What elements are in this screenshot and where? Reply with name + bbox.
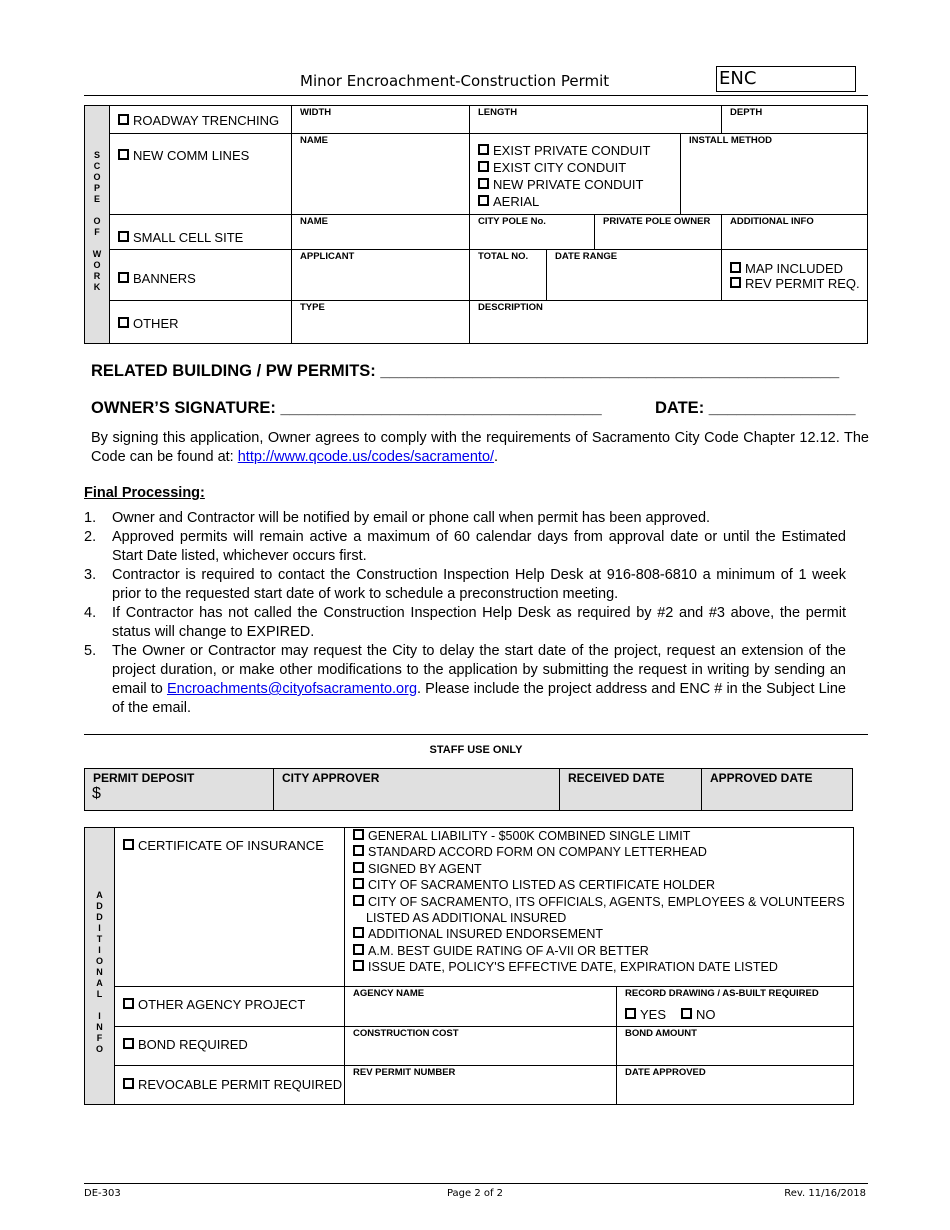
side-label-letter: O [93, 260, 101, 270]
date-range-field[interactable]: DATE RANGE [546, 249, 722, 301]
owner-signature-line[interactable]: OWNER’S SIGNATURE: ___________________________________ [91, 399, 602, 417]
revocable-permit-option[interactable]: REVOCABLE PERMIT REQUIRED [123, 1077, 342, 1092]
checkbox-icon[interactable] [118, 272, 129, 283]
conduit-options [469, 133, 681, 215]
city-pole-no-field[interactable]: CITY POLE No. [469, 214, 595, 250]
endorsement-option[interactable]: ADDITIONAL INSURED ENDORSEMENT [353, 926, 845, 942]
banners-cell[interactable] [109, 249, 292, 301]
map-included-option[interactable]: MAP INCLUDED [730, 261, 860, 276]
comm-name-field[interactable]: NAME [291, 133, 470, 215]
page-title: Minor Encroachment-Construction Permit [300, 72, 610, 90]
form-number: DE-303 [84, 1188, 121, 1199]
width-field[interactable]: WIDTH [291, 105, 470, 134]
revision-date: Rev. 11/16/2018 [784, 1188, 866, 1199]
rev-permit-number-field[interactable]: REV PERMIT NUMBER [344, 1065, 617, 1105]
side-label-letter: I [98, 1011, 101, 1021]
sacramento-code-link[interactable]: http://www.qcode.us/codes/sacramento/ [237, 449, 495, 465]
checkbox-icon[interactable] [730, 277, 741, 288]
applicant-field[interactable]: APPLICANT [291, 249, 470, 301]
additional-info-label [84, 890, 115, 1055]
checkbox-icon[interactable] [123, 998, 134, 1009]
other-cell[interactable] [109, 300, 292, 344]
related-permits-line[interactable]: RELATED BUILDING / PW PERMITS: __________________________________________________ [91, 362, 840, 380]
checkbox-icon[interactable] [118, 114, 129, 125]
signature-date-line[interactable]: DATE: ________________ [655, 399, 856, 417]
checkbox-icon[interactable] [681, 1008, 692, 1019]
checkbox-icon[interactable] [353, 944, 364, 955]
depth-field[interactable]: DEPTH [721, 105, 868, 134]
checkbox-icon[interactable] [353, 895, 364, 906]
checkbox-icon[interactable] [730, 262, 741, 273]
side-label-letter: D [96, 901, 103, 911]
bond-required-option[interactable]: BOND REQUIRED [123, 1037, 248, 1052]
checkbox-icon[interactable] [353, 927, 364, 938]
permit-deposit-field[interactable]: PERMIT DEPOSIT $ [84, 768, 274, 811]
side-label-letter: W [92, 249, 102, 259]
type-field[interactable]: TYPE [291, 300, 470, 344]
side-label-letter [84, 1000, 115, 1011]
small-cell-site-cell[interactable] [109, 214, 292, 250]
side-label-letter: R [93, 271, 101, 281]
side-label-letter: A [96, 978, 103, 988]
side-label-letter: L [96, 989, 103, 999]
city-approver-field[interactable]: CITY APPROVER [273, 768, 560, 811]
list-item: 3. Contractor is required to contact the Construction Inspection Help Desk at 916-808-6810 a minimum of 1 week prior to the requested start date of work to schedule a preconstruction meeting. [84, 567, 846, 602]
private-pole-owner-field[interactable]: PRIVATE POLE OWNER [594, 214, 722, 250]
side-label-letter: C [93, 161, 101, 171]
list-item: 5. The Owner or Contractor may request the City to delay the start date of the project, request an extension of the project duration, or make other modifications to the application by submitting the request in writing by sending an email to Encroachments@cityofsacramento.org. Please include the project address and ENC # in the Subject Line of the email. [84, 643, 846, 716]
general-liability-option[interactable]: GENERAL LIABILITY - $500K COMBINED SINGLE LIMIT [353, 828, 845, 844]
checkbox-icon[interactable] [478, 178, 489, 189]
new-comm-lines-option[interactable]: NEW COMM LINES [118, 148, 249, 163]
list-item: 4. If Contractor has not called the Construction Inspection Help Desk as required by #2 and #3 above, the permit status will change to EXPIRED. [84, 605, 846, 640]
side-label-letter: O [95, 956, 103, 966]
exist-city-conduit-option[interactable]: EXIST CITY CONDUIT [478, 159, 650, 176]
agency-name-field[interactable]: AGENCY NAME [344, 986, 617, 1027]
side-label-letter: E [93, 194, 100, 204]
cell-name-field[interactable]: NAME [291, 214, 470, 250]
record-yes-option[interactable]: YES [625, 1007, 666, 1022]
side-label-letter: F [96, 1033, 103, 1043]
side-label-letter: O [93, 216, 101, 226]
checkbox-icon[interactable] [118, 231, 129, 242]
exist-private-conduit-option[interactable]: EXIST PRIVATE CONDUIT [478, 142, 650, 159]
list-item: 1. Owner and Contractor will be notified by email or phone call when permit has been approved. [84, 510, 711, 526]
checkbox-icon[interactable] [625, 1008, 636, 1019]
final-processing-list [84, 509, 846, 718]
aerial-option[interactable]: AERIAL [478, 193, 650, 210]
checkbox-icon[interactable] [118, 149, 129, 160]
list-item: 2. Approved permits will remain active a maximum of 60 calendar days from approval date or until the Estimated Start Date listed, whichever occurs first. [84, 529, 846, 564]
certificate-holder-option[interactable]: CITY OF SACRAMENTO LISTED AS CERTIFICATE HOLDER [353, 877, 845, 893]
encroachments-email-link[interactable]: Encroachments@cityofsacramento.org [166, 681, 418, 697]
accord-form-option[interactable]: STANDARD ACCORD FORM ON COMPANY LETTERHEAD [353, 844, 845, 860]
side-label-letter: A [96, 890, 103, 900]
side-label-letter: O [93, 172, 101, 182]
page-number: Page 2 of 2 [446, 1188, 504, 1199]
am-best-rating-option[interactable]: A.M. BEST GUIDE RATING OF A-VII OR BETTER [353, 943, 845, 959]
side-label-letter: K [93, 282, 101, 292]
total-no-field[interactable]: TOTAL NO. [469, 249, 547, 301]
side-label-letter: P [93, 183, 100, 193]
enc-number-field[interactable]: ENC [716, 66, 856, 92]
side-label-letter: O [95, 1044, 103, 1054]
agreement-paragraph: By signing this application, Owner agrees to comply with the requirements of Sacramento City Code Chapter 12.12. The Code can be found at: http://www.qcode.us/codes/sacramento/. [91, 430, 869, 465]
certificate-of-insurance-option[interactable]: CERTIFICATE OF INSURANCE [123, 838, 324, 853]
scope-of-work-label [84, 150, 110, 293]
checkbox-icon[interactable] [123, 1038, 134, 1049]
additional-insured-option[interactable]: CITY OF SACRAMENTO, ITS OFFICIALS, AGENTS, EMPLOYEES & VOLUNTEERS [353, 894, 845, 910]
banners-option[interactable]: BANNERS [118, 271, 196, 286]
checkbox-icon[interactable] [478, 161, 489, 172]
side-label-letter: F [94, 227, 100, 237]
roadway-trenching-cell[interactable] [109, 105, 292, 134]
checkbox-icon[interactable] [353, 878, 364, 889]
checkbox-icon[interactable] [353, 829, 364, 840]
other-agency-project-cell[interactable] [114, 986, 345, 1027]
revocable-permit-cell[interactable] [114, 1065, 345, 1105]
issue-date-option[interactable]: ISSUE DATE, POLICY'S EFFECTIVE DATE, EXPIRATION DATE LISTED [353, 959, 845, 975]
insurance-requirements [344, 827, 854, 987]
small-cell-site-option[interactable]: SMALL CELL SITE [118, 230, 243, 245]
length-field[interactable]: LENGTH [469, 105, 722, 134]
other-option[interactable]: OTHER [118, 316, 179, 331]
other-agency-project-option[interactable]: OTHER AGENCY PROJECT [123, 997, 305, 1012]
header-divider [84, 95, 868, 96]
signed-by-agent-option[interactable]: SIGNED BY AGENT [353, 861, 845, 877]
side-label-letter: I [98, 945, 101, 955]
new-private-conduit-option[interactable]: NEW PRIVATE CONDUIT [478, 176, 650, 193]
checkbox-icon[interactable] [353, 862, 364, 873]
record-no-option[interactable]: NO [681, 1007, 716, 1022]
checkbox-icon[interactable] [123, 839, 134, 850]
additional-insured-continuation: LISTED AS ADDITIONAL INSURED [366, 911, 567, 926]
bond-required-cell[interactable] [114, 1026, 345, 1066]
side-label-letter: S [93, 150, 100, 160]
side-label-letter [84, 205, 110, 216]
checkbox-icon[interactable] [353, 960, 364, 971]
staff-divider [84, 734, 868, 735]
checkbox-icon[interactable] [353, 845, 364, 856]
staff-use-only-heading: STAFF USE ONLY [429, 744, 523, 756]
side-label-letter: D [96, 912, 103, 922]
new-comm-lines-cell[interactable] [109, 133, 292, 215]
checkbox-icon[interactable] [478, 195, 489, 206]
rev-permit-req-option[interactable]: REV PERMIT REQ. [730, 276, 860, 291]
checkbox-icon[interactable] [123, 1078, 134, 1089]
footer-divider [84, 1183, 868, 1184]
date-approved-field[interactable]: DATE APPROVED [616, 1065, 854, 1105]
final-processing-heading: Final Processing: [84, 485, 205, 501]
side-label-letter: N [96, 967, 103, 977]
record-drawing-field: RECORD DRAWING / AS-BUILT REQUIRED YES NO [616, 986, 854, 1027]
side-label-letter: T [96, 934, 103, 944]
construction-cost-field[interactable]: CONSTRUCTION COST [344, 1026, 617, 1066]
received-date-field[interactable]: RECEIVED DATE [559, 768, 702, 811]
checkbox-icon[interactable] [118, 317, 129, 328]
roadway-trenching-option[interactable]: ROADWAY TRENCHING [118, 113, 279, 128]
side-label-letter [84, 238, 110, 249]
side-label-letter: I [98, 923, 101, 933]
bond-amount-field[interactable]: BOND AMOUNT [616, 1026, 854, 1066]
checkbox-icon[interactable] [478, 144, 489, 155]
certificate-of-insurance-cell[interactable] [114, 827, 345, 987]
side-label-letter: N [96, 1022, 103, 1032]
banner-options [721, 249, 868, 301]
approved-date-field[interactable]: APPROVED DATE [701, 768, 853, 811]
install-method-field[interactable]: INSTALL METHOD [680, 133, 868, 215]
description-field[interactable]: DESCRIPTION [469, 300, 868, 344]
additional-info-field[interactable]: ADDITIONAL INFO [721, 214, 868, 250]
